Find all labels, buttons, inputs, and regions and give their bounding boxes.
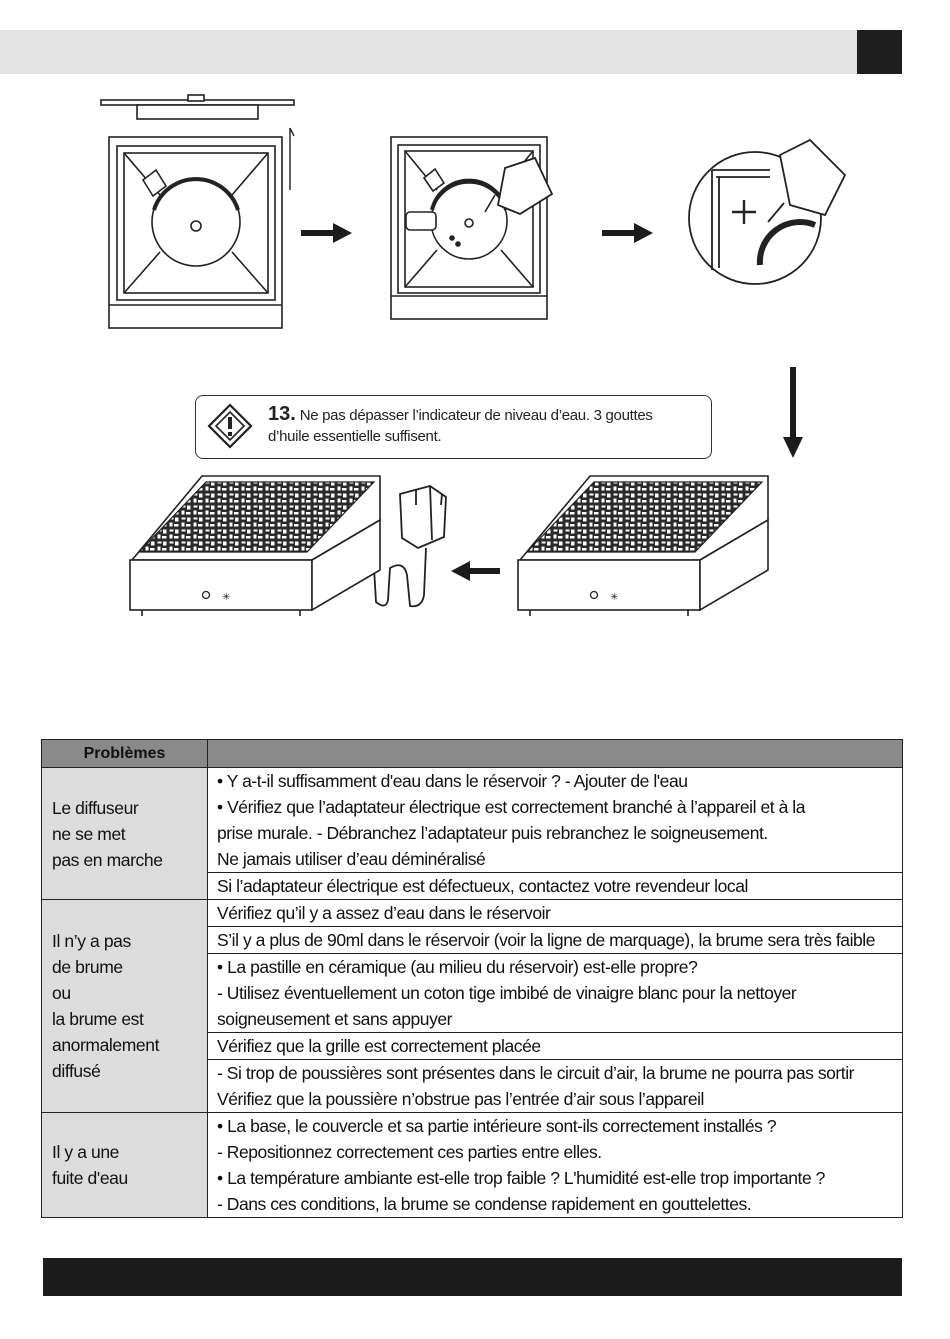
problem-line: ou <box>52 983 71 1003</box>
solution-line: • Vérifiez que l’adaptateur électrique est correctement branché à l’appareil et à la <box>217 797 805 817</box>
step-fill-to-mark <box>689 140 845 284</box>
diffuser-plugged <box>130 476 380 616</box>
solution-line: soigneusement et sans appuyer <box>217 1009 453 1029</box>
solution-cell <box>208 900 903 927</box>
table-row <box>42 900 903 927</box>
troubleshooting-table <box>41 739 903 1218</box>
page-marker-block <box>857 30 902 74</box>
solution-cell <box>208 768 903 873</box>
problem-line: pas en marche <box>52 849 163 870</box>
solution-line: Vérifiez que la grille est correctement placée <box>217 1036 541 1056</box>
problem-line: Il n’y a pas <box>52 931 131 951</box>
warning-text <box>268 404 700 447</box>
solution-line: - Utilisez éventuellement un coton tige imbibé de vinaigre blanc pour la nettoyer <box>217 983 797 1003</box>
warning-line-1: Ne pas dépasser l’indicateur de niveau d’eau. 3 gouttes <box>299 407 653 424</box>
solution-line: Vérifiez que la poussière n’obstrue pas l’entrée d’air sous l’appareil <box>217 1089 704 1109</box>
problem-line: anormalement <box>52 1035 160 1055</box>
solution-line: • La température ambiante est-elle trop faible ? L'humidité est-elle trop importante ? <box>217 1168 825 1188</box>
svg-text:✳: ✳ <box>222 592 231 603</box>
footer-bar <box>43 1258 902 1296</box>
solution-line: S’il y a plus de 90ml dans le réservoir (voir la ligne de marquage), la brume sera très faible <box>217 930 876 950</box>
solution-line: - Si trop de poussières sont présentes dans le circuit d’air, la brume ne pourra pas sortir <box>217 1063 855 1083</box>
problem-line: de brume <box>52 957 123 977</box>
solution-line: Ne jamais utiliser d’eau déminéralisé <box>217 849 486 869</box>
solution-line: - Repositionnez correctement ces parties entre elles. <box>217 1142 602 1162</box>
warning-line-2: d’huile essentielle suffisent. <box>268 428 442 445</box>
arrow-right-2 <box>602 223 653 243</box>
solution-cell <box>208 873 903 900</box>
solution-cell <box>208 927 903 954</box>
problem-line: diffusé <box>52 1061 101 1081</box>
solution-cell <box>208 1033 903 1060</box>
problem-line: Le diffuseur <box>52 797 139 818</box>
problem-line: ne se met <box>52 823 126 844</box>
solution-line: • La pastille en céramique (au milieu du réservoir) est-elle propre? <box>217 957 698 977</box>
table-row <box>42 768 903 873</box>
assembly-illustration <box>0 80 950 640</box>
solution-cell <box>208 954 903 1033</box>
step-add-water <box>391 137 552 319</box>
solution-line: Vérifiez qu’il y a assez d’eau dans le réservoir <box>217 903 551 923</box>
solution-cell <box>208 1060 903 1113</box>
warning-note <box>195 395 712 459</box>
step-remove-lid <box>101 95 294 328</box>
header-solutions <box>208 740 903 768</box>
warning-number: 13. <box>268 403 296 425</box>
table-row <box>42 1113 903 1218</box>
problem-line: Il y a une <box>52 1142 120 1162</box>
solution-line: Si l’adaptateur électrique est défectueux, contactez votre revendeur local <box>217 876 748 896</box>
solution-line: • Y a-t-il suffisamment d'eau dans le réservoir ? - Ajouter de l'eau <box>217 771 688 791</box>
diffuser-assembled <box>518 476 768 616</box>
solution-cell <box>208 1113 903 1218</box>
problem-line: fuite d'eau <box>52 1168 128 1188</box>
svg-text:✳: ✳ <box>610 592 619 603</box>
problem-cell <box>42 768 208 900</box>
arrow-down <box>783 367 803 458</box>
solution-line: • La base, le couvercle et sa partie intérieure sont-ils correctement installés ? <box>217 1116 777 1136</box>
header-bar <box>0 30 857 74</box>
problem-line: la brume est <box>52 1009 144 1029</box>
arrow-left <box>451 561 500 581</box>
problem-cell <box>42 900 208 1113</box>
arrow-right-1 <box>301 223 352 243</box>
solution-line: - Dans ces conditions, la brume se condense rapidement en gouttelettes. <box>217 1194 752 1214</box>
table-header-row <box>42 740 903 768</box>
problem-cell <box>42 1113 208 1218</box>
header-problems: Problèmes <box>42 740 208 768</box>
warning-icon <box>206 402 254 450</box>
solution-line: prise murale. - Débranchez l’adaptateur puis rebranchez le soigneusement. <box>217 823 768 843</box>
